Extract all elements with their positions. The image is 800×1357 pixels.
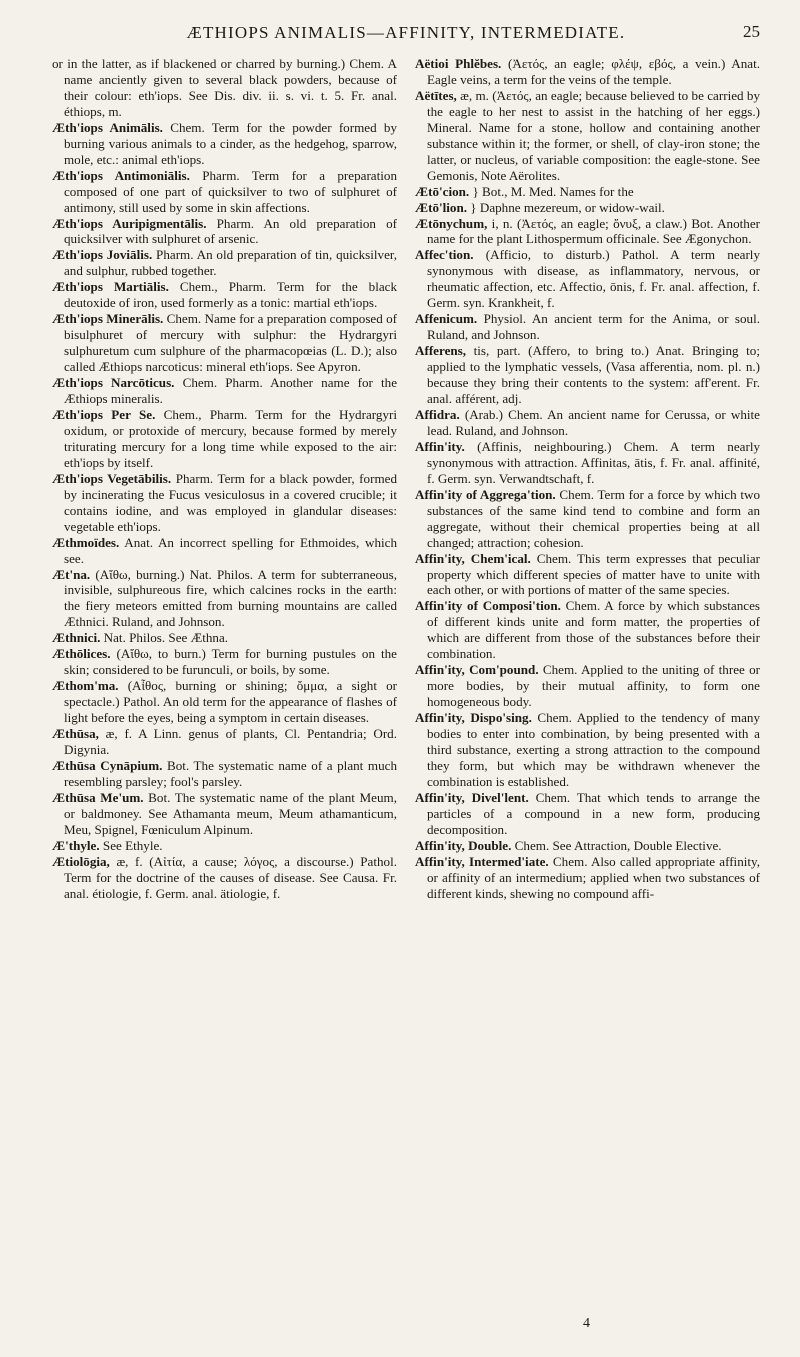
- entry-headword: Affidra.: [415, 406, 460, 422]
- dictionary-entry: [415, 184, 760, 200]
- page-number: 25: [743, 22, 760, 41]
- entry-definition: Chem. This term expresses that peculiar property which different species of matter have to unite with each other, or with portions of matter of the same species.: [427, 550, 761, 598]
- dictionary-entry: [52, 407, 397, 471]
- dictionary-entry: [52, 646, 397, 678]
- entry-headword: Affin'ity, Divel'lent.: [415, 789, 529, 805]
- entry-headword: Ætō'lion.: [415, 199, 468, 215]
- entry-headword: Affin'ity, Com'pound.: [415, 662, 539, 678]
- entry-definition: See Ethyle.: [99, 837, 163, 853]
- dictionary-entry: [415, 56, 760, 88]
- entry-headword: Æth'iops Minerālis.: [52, 311, 164, 327]
- dictionary-entry: [52, 567, 397, 631]
- entry-definition: Pharm. Term for a black powder, formed by incinerating the Fucus vesiculosus in a covered crucible; it contains iodine, and was employed in glandular diseases: vegetable eth'iops.: [64, 470, 397, 534]
- left-column: [52, 56, 397, 902]
- entry-definition: Chem. That which tends to arrange the particles of a compound in a new form, producing decomposition.: [427, 789, 760, 837]
- entry-definition: Chem. A force by which substances of different kinds unite and form matter, the properties of which are different from those of the substances before their combination.: [427, 598, 761, 662]
- entry-headword: Æthūsa Me'um.: [52, 789, 144, 805]
- dictionary-entry: [52, 56, 397, 120]
- page-header: [52, 20, 760, 46]
- entry-headword: Æ'thyle.: [52, 837, 100, 853]
- dictionary-entry: [52, 838, 397, 854]
- entry-definition: Pharm. Term for a preparation composed of one part of quicksilver to two of sulphuret of antimony, still used by some in skin affections.: [64, 167, 397, 215]
- dictionary-entry: [52, 726, 397, 758]
- entry-definition: Chem. Pharm. Another name for the Æthiops mineralis.: [64, 375, 398, 407]
- dictionary-entry: [52, 216, 397, 248]
- entry-headword: Affenicum.: [415, 311, 478, 327]
- entry-definition: Pharm. An old preparation of tin, quicksilver, and sulphur, rubbed together.: [64, 247, 397, 279]
- entry-headword: Æth'iops Antimoniālis.: [52, 167, 190, 183]
- entry-headword: Affin'ity, Dispo'sing.: [415, 710, 532, 726]
- entry-headword: Aëtioi Phlĕbes.: [415, 56, 502, 71]
- entry-definition: Bot. The systematic name of a plant much resembling parsley; fool's parsley.: [64, 757, 397, 789]
- dictionary-entry: [415, 662, 760, 710]
- entry-headword: Æth'iops Martiālis.: [52, 279, 169, 295]
- entry-headword: Affin'ity, Chem'ical.: [415, 550, 531, 566]
- dictionary-entry: [415, 311, 760, 343]
- entry-definition: i, n. (Ἀετός, an eagle; ὄνυξ, a claw.) Bot. Another name for the plant Lithospermum officinale. See Ægonychon.: [427, 215, 760, 247]
- entry-headword: Afferens,: [415, 343, 467, 359]
- entry-definition: } Daphne mezereum, or widow-wail.: [467, 199, 665, 215]
- dictionary-entry: [415, 439, 760, 487]
- dictionary-entry: [415, 551, 760, 599]
- entry-definition: æ, f. (Αἰτία, a cause; λόγος, a discourse.) Pathol. Term for the doctrine of the causes of disease. See Causa. Fr. anal. étiologie, f. Germ. anal. ätiologie, f.: [64, 853, 397, 901]
- entry-headword: Ætiolōgia,: [52, 853, 110, 869]
- entry-headword: Affin'ity of Composi'tion.: [415, 598, 561, 614]
- dictionary-entry: [415, 487, 760, 551]
- running-head: ÆTHIOPS ANIMALIS—AFFINITY, INTERMEDIATE.: [186, 23, 626, 42]
- entry-definition: (Arab.) Chem. An ancient name for Cerussa, or white lead. Ruland, and Johnson.: [427, 406, 760, 438]
- entry-headword: Æth'iops Per Se.: [52, 406, 156, 422]
- dictionary-entry: [415, 710, 760, 790]
- dictionary-entry: [52, 630, 397, 646]
- entry-definition: Anat. An incorrect spelling for Ethmoides, which see.: [64, 534, 397, 566]
- entry-headword: Æth'iops Animālis.: [52, 119, 163, 135]
- dictionary-entry: [52, 854, 397, 902]
- entry-definition: Chem. Applied to the uniting of three or more bodies, by their mutual affinity, to form one homogeneous body.: [427, 662, 760, 710]
- entry-headword: Affec'tion.: [415, 247, 474, 263]
- dictionary-entry: [52, 279, 397, 311]
- dictionary-entry: [52, 168, 397, 216]
- entry-headword: Affin'ity, Intermed'iate.: [415, 853, 549, 869]
- dictionary-entry: [52, 120, 397, 168]
- dictionary-entry: [52, 678, 397, 726]
- entry-definition: Chem., Pharm. Term for the Hydrargyri oxidum, or protoxide of mercury, because formed by merely triturating mercury for a long time while exposed to the air: eth'iops by itself.: [64, 406, 397, 470]
- entry-headword: Æth'iops Auripigmentālis.: [52, 215, 207, 231]
- entry-headword: Æthōlices.: [52, 646, 111, 662]
- entry-definition: Chem. Also called appropriate affinity, or affinity of an intermedium; applied when two substances of different kinds, shewing no compound affi-: [427, 853, 760, 901]
- entry-definition: æ, m. (Ἀετός, an eagle; because believed to be carried by the eagle to her nest to assist in the hatching of her eggs.) Mineral. Name for a stone, hollow and containing another substance within it; the former, or shell, of clay-iron stone; the latter, or nucleus, of variable composition: the eagle-stone. See Gemonis, Note Aërolites.: [427, 87, 760, 183]
- entry-definition: Bot. The systematic name of the plant Meum, or baldmoney. See Athamanta meum, Meum athamanticum, Meu, Spignel, Fœniculum Alpinum.: [64, 789, 397, 837]
- entry-definition: Chem. Term for a force by which two substances of the same kind tend to combine and form an aggregate, without their chemical properties being at all changed; attraction; cohesion.: [427, 486, 760, 550]
- dictionary-entry: [52, 471, 397, 535]
- dictionary-entry: [52, 535, 397, 567]
- entry-definition: Chem. Applied to the tendency of many bodies to enter into combination, by being presented with a third substance, exerting a strong attraction to the compound they form, but which may be withdrawn whenever the combination is established.: [427, 710, 760, 789]
- entry-headword: Affin'ity of Aggrega'tion.: [415, 486, 556, 502]
- dictionary-entry: [415, 854, 760, 902]
- dictionary-entry: [52, 758, 397, 790]
- entry-headword: Æthom'ma.: [52, 678, 119, 694]
- entry-headword: Æthūsa,: [52, 726, 99, 742]
- entry-definition: Physiol. An ancient term for the Anima, or soul. Ruland, and Johnson.: [427, 311, 760, 343]
- entry-definition: } Bot., M. Med. Names for the: [469, 183, 634, 199]
- entry-definition: or in the latter, as if blackened or charred by burning.) Chem. A name anciently given to several black powders, because of their colour: eth'iops. See Dis. div. ii. s. vi. t. 5. Fr. anal. éthiops, m.: [52, 56, 397, 119]
- dictionary-entry: [415, 598, 760, 662]
- dictionary-entry: [52, 311, 397, 375]
- entry-definition: Chem., Pharm. Term for the black deutoxide of iron, used formerly as a tonic: martial eth'iops.: [64, 279, 397, 311]
- entry-headword: Affin'ity.: [415, 438, 465, 454]
- entry-headword: Æthūsa Cynāpium.: [52, 757, 163, 773]
- entry-definition: (Ἀετός, an eagle; φλέψ, εβός, a vein.) Anat. Eagle veins, a term for the veins of the temple.: [427, 56, 760, 87]
- entry-headword: Æth'iops Narcōticus.: [52, 375, 175, 391]
- entry-headword: Æth'iops Joviālis.: [52, 247, 153, 263]
- entry-headword: Æth'iops Vegetābilis.: [52, 470, 172, 486]
- entry-definition: Chem. Term for the powder formed by burning various animals to a cinder, as the hedgehog, sparrow, mole, etc.: animal eth'iops.: [64, 119, 397, 167]
- entry-definition: (Αἴθω, burning.) Nat. Philos. A term for subterraneous, invisible, sulphureous fire, which calcines rocks in the earth: the fiery meteors emitted from burning mountains are called Æthnici. Ruland, and Johnson.: [64, 566, 397, 630]
- signature-mark: 4: [583, 1316, 590, 1331]
- dictionary-entry: [415, 343, 760, 407]
- entry-headword: Æthmoïdes.: [52, 534, 120, 550]
- entry-definition: Nat. Philos. See Æthna.: [100, 630, 229, 646]
- entry-headword: Affin'ity, Double.: [415, 837, 512, 853]
- dictionary-entry: [415, 200, 760, 216]
- text-columns: [52, 56, 760, 902]
- dictionary-entry: [52, 375, 397, 407]
- entry-definition: tis, part. (Affero, to bring to.) Anat. Bringing to; applied to the lymphatic vessels, (Vasa afferentia, nom. pl. n.) because they bring their contents to the system: aff'erent. Fr. anal. afférent, adj.: [427, 343, 760, 407]
- dictionary-entry: [415, 790, 760, 838]
- dictionary-entry: [415, 88, 760, 184]
- entry-definition: (Affinis, neighbouring.) Chem. A term nearly synonymous with attraction. Affinitas, ātis, f. Fr. anal. affinité, f. Germ. syn. Verwandtschaft, f.: [427, 438, 760, 486]
- entry-headword: Æt'na.: [52, 566, 91, 582]
- dictionary-entry: [415, 838, 760, 854]
- entry-definition: æ, f. A Linn. genus of plants, Cl. Pentandria; Ord. Digynia.: [64, 726, 397, 757]
- entry-definition: Chem. Name for a preparation composed of bisulphuret of mercury with sulphur: the Hydrargyri sulphuretum cum sulphure of the pharmacopœias (L. D.); also called Æthiops narcoticus: mineral eth'iops. See Apyron.: [64, 311, 397, 375]
- entry-definition: (Afficio, to disturb.) Pathol. A term nearly synonymous with disease, as inflammatory, nervous, or rheumatic affection, etc. Affectio, ōnis, f. Fr. anal. affection, f. Germ. syn. Krankheit, f.: [427, 247, 760, 311]
- entry-definition: (Αἶθος, burning or shining; ὄμμα, a sight or spectacle.) Pathol. An old term for the appearance of flashes of light before the eyes, being a symptom in certain diseases.: [64, 678, 397, 726]
- right-column: [415, 56, 760, 902]
- entry-headword: Aëtītes,: [415, 87, 457, 103]
- dictionary-entry: [415, 216, 760, 248]
- entry-definition: (Αἴθω, to burn.) Term for burning pustules on the skin; considered to be furunculi, or boils, by some.: [64, 646, 397, 678]
- dictionary-entry: [52, 247, 397, 279]
- entry-headword: Ætōnychum,: [415, 215, 488, 231]
- entry-definition: Chem. See Attraction, Double Elective.: [511, 837, 722, 853]
- entry-headword: Ætō'cion.: [415, 183, 470, 199]
- entry-headword: Æthnici.: [52, 630, 101, 646]
- dictionary-entry: [415, 247, 760, 311]
- entry-definition: Pharm. An old preparation of quicksilver with sulphuret of arsenic.: [64, 215, 397, 247]
- dictionary-entry: [415, 407, 760, 439]
- dictionary-entry: [52, 790, 397, 838]
